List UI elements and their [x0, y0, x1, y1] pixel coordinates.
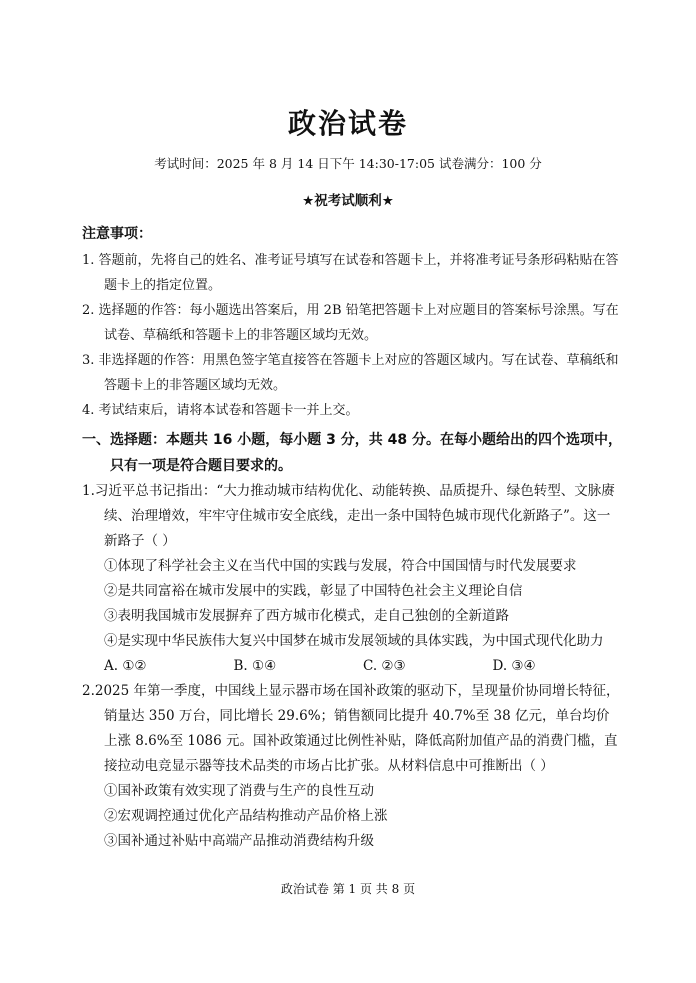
question-1-option: ④是实现中华民族伟大复兴中国梦在城市发展领域的具体实践，为中国式现代化助力 — [104, 633, 604, 649]
answer-choice-d: D. ③④ — [492, 658, 536, 674]
question-1-stem: 1.习近平总书记指出：“大力推动城市结构优化、动能转换、品质提升、绿色转型、文脉赓续、治理增效，牢牢守住城市安全底线，走出一条中国特色城市现代化新路子”。这一新路子（ ） — [82, 483, 615, 549]
exam-info: 考试时间：2025 年 8 月 14 日下午 14:30-17:05 试卷满分：100 分 — [154, 156, 542, 171]
answer-choice-a: A. ①② — [104, 658, 147, 674]
note-item: 1. 答题前，先将自己的姓名、准考证号填写在试卷和答题卡上，并将准考证号条形码粘贴在答题卡上的指定位置。 — [82, 253, 619, 293]
note-item: 3. 非选择题的作答：用黑色签字笔直接答在答题卡上对应的答题区域内。写在试卷、草稿纸和答题卡上的非答题区域均无效。 — [82, 353, 619, 393]
blessing-line: ★祝考试顺利★ — [302, 193, 394, 209]
exam-content — [82, 222, 622, 854]
note-item: 2. 选择题的作答：每小题选出答案后，用 2B 铅笔把答题卡上对应题目的答案标号涂黑。写在试卷、草稿纸和答题卡上的非答题区域均无效。 — [82, 303, 619, 343]
question-2-option: ③国补通过补贴中高端产品推动消费结构升级 — [104, 833, 374, 849]
question-2-option: ②宏观调控通过优化产品结构推动产品价格上涨 — [104, 808, 388, 824]
answer-choice-b: B. ①④ — [233, 658, 277, 674]
notes-heading: 注意事项： — [82, 226, 152, 242]
question-1-option: ①体现了科学社会主义在当代中国的实践与发展，符合中国国情与时代发展要求 — [104, 558, 577, 574]
question-1-option: ②是共同富裕在城市发展中的实践，彰显了中国特色社会主义理论自信 — [104, 583, 523, 599]
page-footer: 政治试卷 第 1 页 共 8 页 — [280, 882, 416, 896]
question-2-option: ①国补政策有效实现了消费与生产的良性互动 — [104, 783, 374, 799]
question-1-option: ③表明我国城市发展摒弃了西方城市化模式，走自己独创的全新道路 — [104, 608, 509, 624]
question-2-stem: 2.2025 年第一季度，中国线上显示器市场在国补政策的驱动下，呈现量价协同增长特征，销量达 350 万台，同比增长 29.6%；销售额同比提升 40.7%至 38 亿元，单台均价上涨 8.6%至 1086 元。国补政策通过比例性补贴，降低高附加值产品的消费门槛，直接拉动电竞显示器等技术品类的市场占比扩张。从材料信息中可推断出（ ） — [82, 683, 620, 774]
section-heading: 一、选择题：本题共 16 小题，每小题 3 分，共 48 分。在每小题给出的四个选项中，只有一项是符合题目要求的。 — [82, 432, 622, 474]
question-1-answers — [82, 654, 622, 679]
page-title: 政治试卷 — [287, 107, 408, 140]
note-item: 4. 考试结束后，请将本试卷和答题卡一并上交。 — [82, 403, 359, 418]
answer-choice-c: C. ②③ — [363, 658, 406, 674]
